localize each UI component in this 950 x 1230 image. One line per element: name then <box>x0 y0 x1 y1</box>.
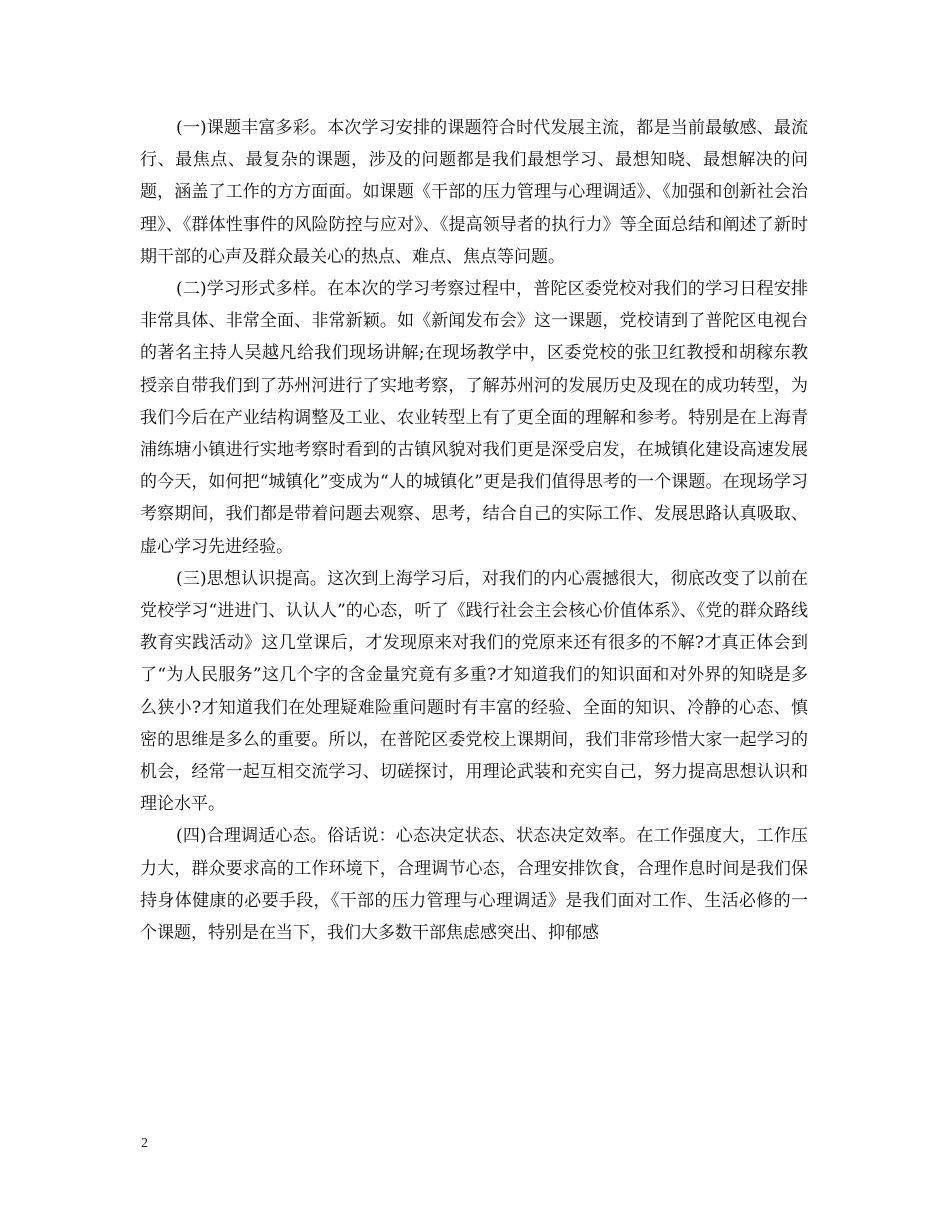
paragraph-course-topics: (一)课题丰富多彩。本次学习安排的课题符合时代发展主流，都是当前最敏感、最流行、最焦点、最复杂的课题，涉及的问题都是我们最想学习、最想知晓、最想解决的问题，涵盖了工作的方方面面。如课题《干部的压力管理与心理调适》、《加强和创新社会治理》、《群体性事件的风险防控与应对》、《提高领导者的执行力》等全面总结和阐述了新时期干部的心声及群众最关心的热点、难点、焦点等问题。 <box>140 118 808 267</box>
document-body <box>140 112 808 949</box>
page-number: 2 <box>141 1136 148 1151</box>
paragraph-learning-formats: (二)学习形式多样。在本次的学习考察过程中，普陀区委党校对我们的学习日程安排非常具体、非常全面、非常新颖。如《新闻发布会》这一课题，党校请到了普陀区电视台的著名主持人吴越凡给我们现场讲解;在现场教学中，区委党校的张卫红教授和胡稼东教授亲自带我们到了苏州河进行了实地考察，了解苏州河的发展历史及现在的成功转型，为我们今后在产业结构调整及工业、农业转型上有了更全面的理解和参考。特别是在上海青浦练塘小镇进行实地考察时看到的古镇风貌对我们更是深受启发，在城镇化建设高速发展的今天，如何把“城镇化”变成为“人的城镇化”更是我们值得思考的一个课题。在现场学习考察期间，我们都是带着问题去观察、思考，结合自己的实际工作、发展思路认真吸取、虚心学习先进经验。 <box>140 279 808 557</box>
paragraph-mindset-adjustment: (四)合理调适心态。俗话说：心态决定状态、状态决定效率。在工作强度大，工作压力大，群众要求高的工作环境下，合理调节心态，合理安排饮食，合理作息时间是我们保持身体健康的必要手段，《干部的压力管理与心理调适》是我们面对工作、生活必修的一个课题，特别是在当下，我们大多数干部焦虑感突出、抑郁感 <box>140 826 808 944</box>
paragraph-thinking-improvement: (三)思想认识提高。这次到上海学习后，对我们的内心震撼很大，彻底改变了以前在党校学习“进进门、认认人”的心态，听了《践行社会主会核心价值体系》、《党的群众路线教育实践活动》这几堂课后，才发现原来对我们的党原来还有很多的不解?才真正体会到了“为人民服务”这几个字的含金量究竟有多重?才知道我们的知识面和对外界的知晓是多么狭小?才知道我们在处理疑难险重问题时有丰富的经验、全面的知识、冷静的心态、慎密的思维是多么的重要。所以，在普陀区委党校上课期间，我们非常珍惜大家一起学习的机会，经常一起互相交流学习、切磋探讨，用理论武装和充实自己，努力提高思想认识和理论水平。 <box>140 568 808 815</box>
